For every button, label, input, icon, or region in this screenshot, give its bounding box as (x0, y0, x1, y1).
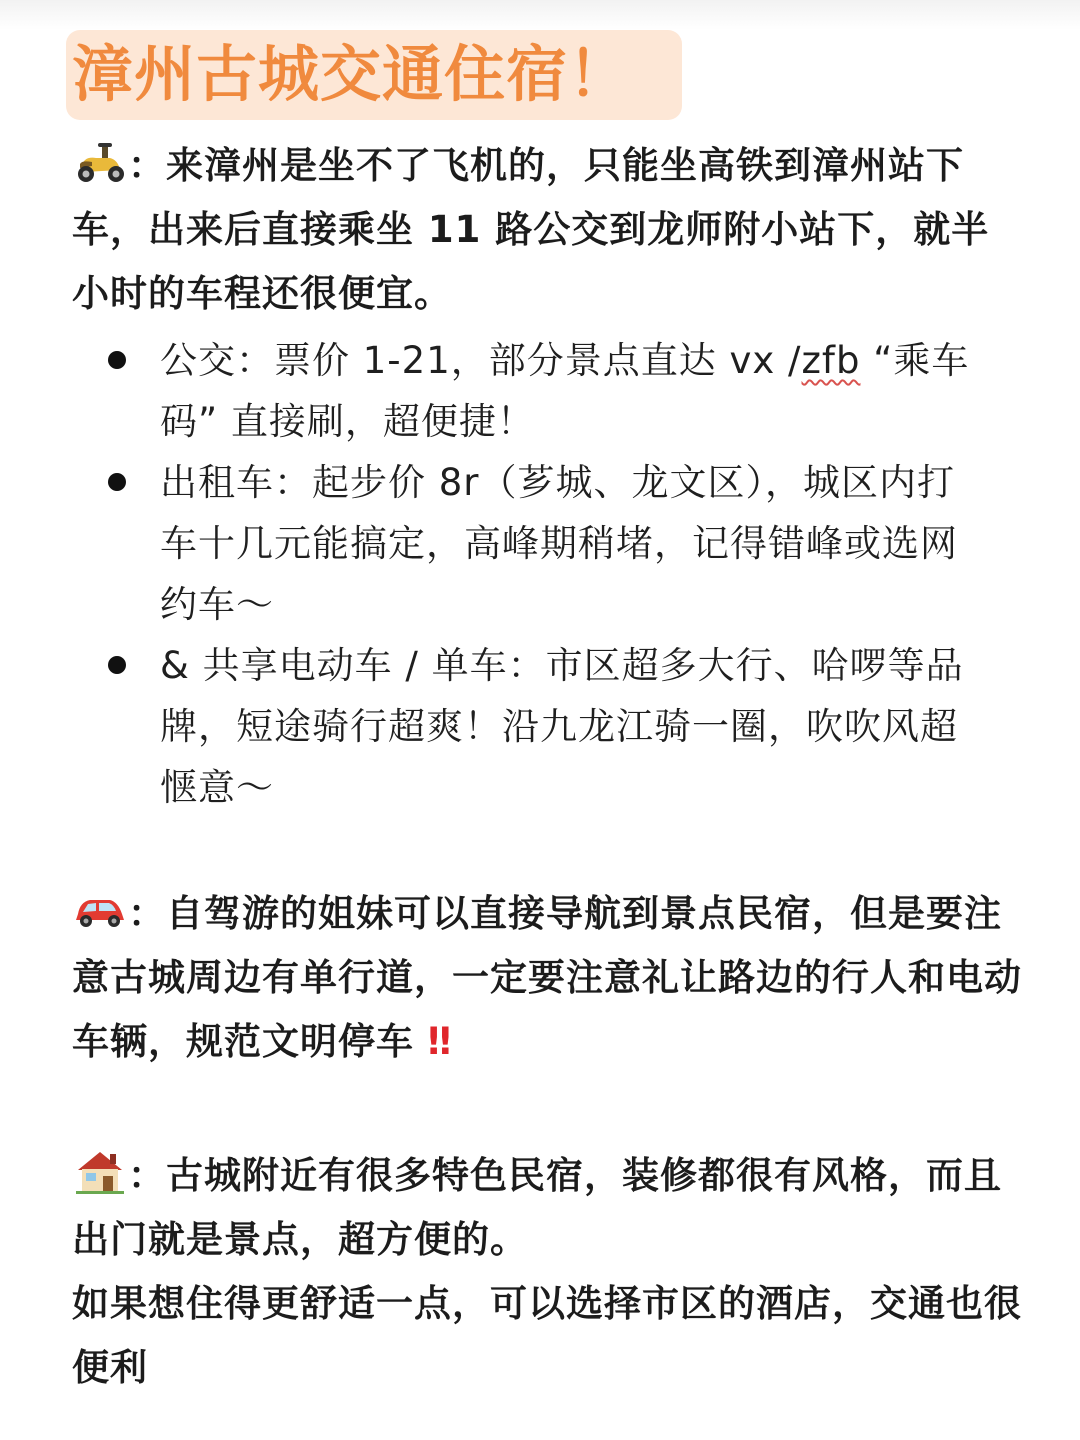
scooter-icon (72, 140, 128, 184)
top-shade (0, 0, 1080, 30)
bus-text-after: “乘车码” 直接刷，超便捷！ (160, 339, 970, 443)
page-title: 漳州古城交通住宿！ (66, 30, 682, 120)
car-icon (72, 888, 128, 932)
bus-text-before: 公交：票价 1-21，部分景点直达 vx / (160, 339, 802, 382)
lodging-paragraph (72, 1144, 1022, 1400)
driving-text: ：自驾游的姐妹可以直接导航到景点民宿，但是要注意古城周边有单行道，一定要注意礼让路边的行人和电动车辆，规范文明停车 (72, 892, 1022, 1063)
list-item (0, 330, 990, 452)
bullet-dot (108, 351, 126, 369)
transport-paragraph (72, 134, 1022, 326)
transport-intro-text: ：来漳州是坐不了飞机的，只能坐高铁到漳州站下车，出来后直接乘坐 11 路公交到龙师附小站下，就半小时的车程还很便宜。 (72, 144, 990, 315)
list-item (0, 452, 990, 635)
bullet-dot (108, 473, 126, 491)
lodging-text: ：古城附近有很多特色民宿，装修都很有风格，而且出门就是景点，超方便的。 (72, 1154, 1002, 1261)
driving-paragraph (72, 882, 1022, 1074)
lodging-extra-text: 如果想住得更舒适一点，可以选择市区的酒店，交通也很便利 (72, 1282, 1022, 1389)
spellcheck-underlined-word: zfb (801, 339, 861, 382)
list-item (0, 635, 990, 818)
bullet-dot (108, 656, 126, 674)
double-exclamation-icon: ‼ (427, 1020, 448, 1063)
taxi-text: 出租车：起步价 8r（芗城、龙文区），城区内打车十几元能搞定，高峰期稍堵，记得错峰或选网约车～ (160, 461, 958, 626)
house-icon (72, 1150, 128, 1194)
shared-bike-text: & 共享电动车 / 单车：市区超多大行、哈啰等品牌，短途骑行超爽！沿九龙江骑一圈，吹吹风超惬意～ (160, 644, 964, 809)
transport-list (0, 330, 1080, 818)
